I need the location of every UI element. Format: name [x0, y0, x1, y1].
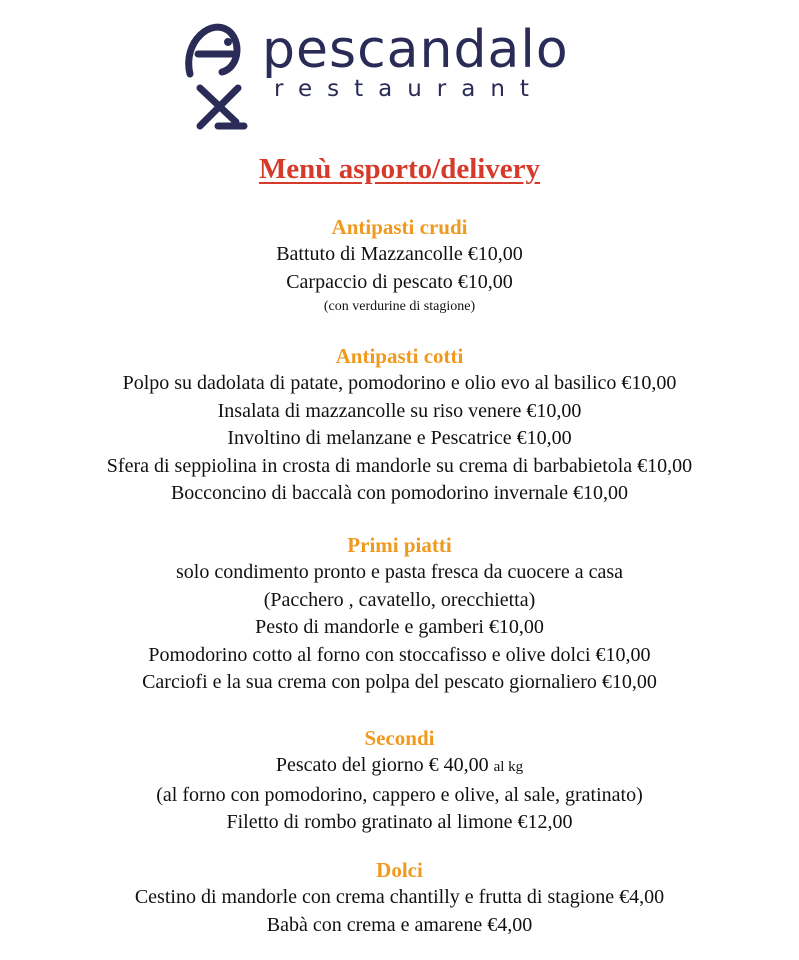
fish-icon: [178, 14, 258, 144]
section-antipasti-crudi: [0, 213, 799, 318]
section-secondi: [0, 724, 799, 837]
menu-item: Cestino di mandorle con crema chantilly e frutta di stagione €4,00: [134, 886, 665, 908]
menu-item: Filetto di rombo gratinato al limone €12,00: [226, 811, 573, 833]
menu-item: Involtino di melanzane e Pescatrice €10,00: [227, 427, 572, 449]
section-title: Antipasti crudi: [331, 215, 468, 239]
menu-item: [0, 752, 799, 782]
menu-item-text: Pescato del giorno € 40,00: [275, 754, 489, 776]
restaurant-logo: [178, 14, 598, 144]
menu-item: Pomodorino cotto al forno con stoccafisso e olive dolci €10,00: [148, 643, 651, 666]
brand-subtitle: restaurant: [274, 76, 544, 102]
section-title: Dolci: [376, 858, 423, 882]
menu-item: (Pacchero , cavatello, orecchietta): [263, 588, 536, 611]
menu-item-unit: al kg: [493, 759, 524, 775]
section-title: Antipasti cotti: [335, 344, 464, 368]
section-primi-piatti: [0, 531, 799, 697]
menu-item: solo condimento pronto e pasta fresca da cuocere a casa: [175, 561, 624, 583]
menu-item: Insalata di mazzancolle su riso venere €10,00: [217, 399, 582, 422]
menu-title: Menù asporto/delivery: [258, 153, 541, 185]
menu-item: Pesto di mandorle e gamberi €10,00: [255, 616, 544, 638]
menu-note: (con verdurine di stagione): [323, 299, 476, 314]
menu-item: Carpaccio di pescato €10,00: [286, 270, 513, 293]
menu-item: (al forno con pomodorino, cappero e olive, al sale, gratinato): [156, 783, 643, 806]
menu-item: Sfera di seppiolina in crosta di mandorle su crema di barbabietola €10,00: [106, 454, 693, 477]
menu-item: Bocconcino di baccalà con pomodorino invernale €10,00: [170, 482, 629, 504]
section-antipasti-cotti: [0, 342, 799, 508]
menu-item: Polpo su dadolata di patate, pomodorino e olio evo al basilico €10,00: [122, 372, 677, 394]
brand-name: pescandalo: [262, 20, 569, 80]
section-title: Secondi: [364, 726, 435, 750]
menu-item: Battuto di Mazzancolle €10,00: [276, 243, 523, 265]
section-title: Primi piatti: [347, 533, 452, 557]
menu-item: Carciofi e la sua crema con polpa del pescato giornaliero €10,00: [142, 671, 657, 693]
section-dolci: [0, 856, 799, 939]
menu-item: Babà con crema e amarene €4,00: [266, 913, 533, 936]
